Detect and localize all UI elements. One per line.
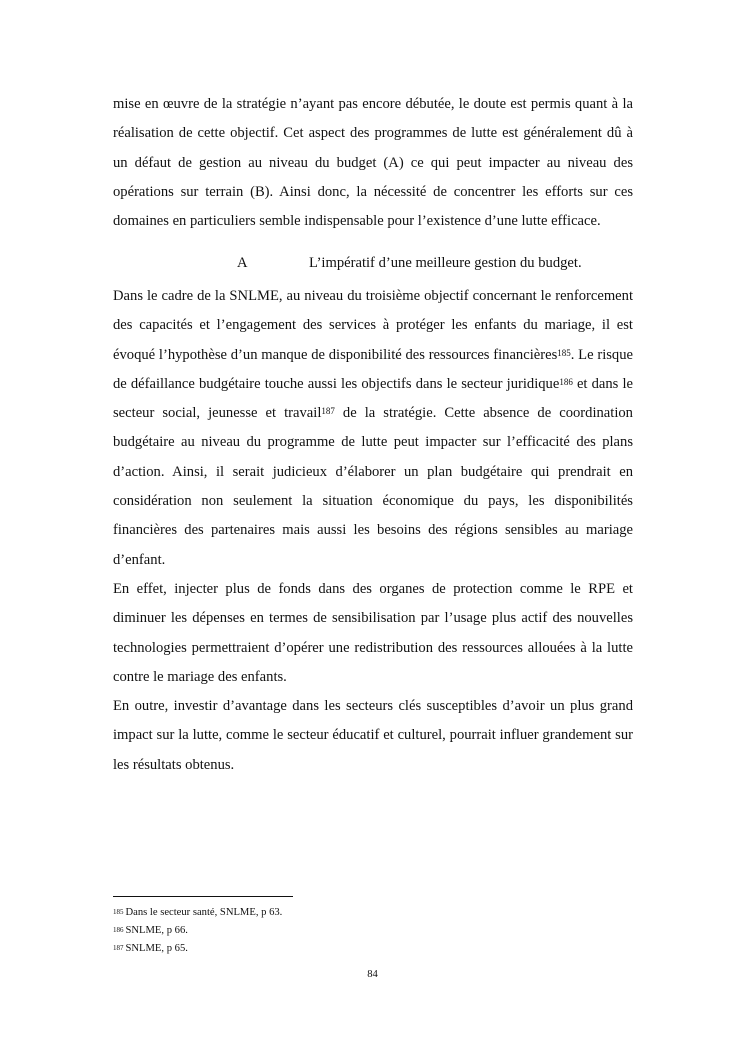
paragraph-text: de la stratégie. Cette absence de coordination budgétaire au niveau du programme de lutte peut impacter sur l’efficacité des plans d’action. Ainsi, il serait judicieux d’élaborer un plan budgétaire qui prendrait en considération non seulement la situation économique du pays, les disponibilités financières des partenaires mais aussi les besoins des régions sensibles au mariage d’enfant. <box>113 405 633 568</box>
footnote-reference[interactable]: 187 <box>321 406 335 417</box>
footnote-number: 186 <box>113 926 124 934</box>
footnote-text: Dans le secteur santé, SNLME, p 63. <box>125 907 283 918</box>
footnote-separator <box>113 896 293 897</box>
footnote-reference[interactable]: 186 <box>559 376 573 387</box>
footnote-text: SNLME, p 66. <box>125 925 188 936</box>
section-paragraph-1 <box>113 282 633 575</box>
footnote-number: 185 <box>113 908 124 916</box>
footnote-reference[interactable]: 185 <box>557 347 571 358</box>
footnote <box>113 924 188 937</box>
footnote-number: 187 <box>113 944 124 952</box>
paragraph-text: Dans le cadre de la SNLME, au niveau du troisième objectif concernant le renforcement des capacités et l’engagement des services à protéger les enfants du mariage, il est évoqué l’hypothèse d’un manque de disponibilité des ressources financières <box>113 288 633 363</box>
section-title: L’impératif d’une meilleure gestion du budget. <box>309 255 582 271</box>
footnote-text: SNLME, p 65. <box>125 943 188 954</box>
section-paragraph-2: En effet, injecter plus de fonds dans des organes de protection comme le RPE et diminuer les dépenses en termes de sensibilisation par l’usage plus actif des nouvelles technologies permettraient d’opérer une redistribution des ressources allouées à la lutte contre le mariage des enfants. <box>113 581 633 685</box>
page-number: 84 <box>367 969 378 980</box>
section-letter: A <box>237 255 248 271</box>
section-paragraph-3: En outre, investir d’avantage dans les secteurs clés susceptibles d’avoir un plus grand impact sur la lutte, comme le secteur éducatif et culturel, pourrait influer grandement sur les résultats obtenus. <box>113 698 633 773</box>
section-heading <box>0 255 745 277</box>
footnote <box>113 906 282 919</box>
footnote <box>113 942 188 955</box>
paragraph-text: . Le risque de défaillance budgétaire touche aussi les objectifs dans le secteur juridique <box>113 346 633 392</box>
intro-paragraph: mise en œuvre de la stratégie n’ayant pas encore débutée, le doute est permis quant à la réalisation de cette objectif. Cet aspect des programmes de lutte est généralement dû à un défaut de gestion au niveau du budget (A) ce qui peut impacter au niveau des opérations sur terrain (B). Ainsi donc, la nécessité de concentrer les efforts sur ces domaines en particuliers semble indispensable pour l’existence d’une lutte efficace. <box>113 96 633 230</box>
paragraph-text: et dans le secteur social, jeunesse et travail <box>113 375 633 422</box>
